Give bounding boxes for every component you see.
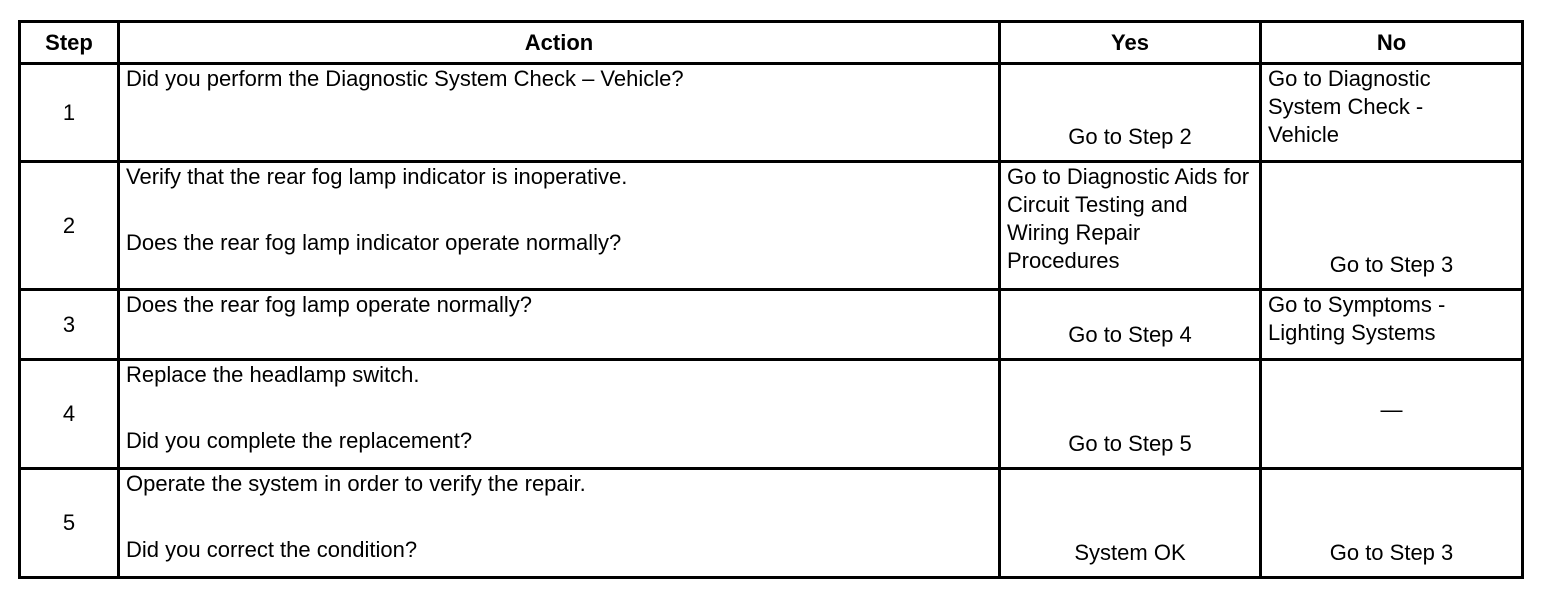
no-cell (1261, 360, 1523, 469)
table-row (20, 162, 1523, 290)
no-cell (1261, 290, 1523, 360)
no-cell (1261, 162, 1523, 290)
action-text: Operate the system in order to verify the repair. (126, 471, 586, 496)
header-row (20, 22, 1523, 64)
table-row (20, 469, 1523, 578)
no-text: — (1380, 396, 1403, 422)
header-action: Action (119, 22, 1000, 64)
action-cell (119, 162, 1000, 290)
table-row (20, 64, 1523, 162)
yes-text: Go to Diagnostic Aids for Circuit Testing and Wiring Repair Procedures (1007, 164, 1250, 273)
step-number: 3 (20, 290, 119, 360)
diagnostic-table (18, 20, 1524, 579)
action-question: Does the rear fog lamp indicator operate normally? (126, 230, 622, 255)
action-cell (119, 290, 1000, 360)
header-no: No (1261, 22, 1523, 64)
yes-cell (1000, 64, 1261, 162)
step-number: 4 (20, 360, 119, 469)
step-number: 1 (20, 64, 119, 162)
step-number: 2 (20, 162, 119, 290)
header-yes: Yes (1000, 22, 1261, 64)
action-text: Verify that the rear fog lamp indicator is inoperative. (126, 164, 628, 189)
action-text: Did you perform the Diagnostic System Check – Vehicle? (126, 66, 684, 91)
no-text: Go to Symptoms - Lighting Systems (1268, 292, 1446, 345)
no-text: Go to Diagnostic System Check - Vehicle (1268, 66, 1431, 147)
action-cell (119, 360, 1000, 469)
action-cell (119, 64, 1000, 162)
yes-cell (1000, 162, 1261, 290)
table-row (20, 360, 1523, 469)
no-text: Go to Step 3 (1329, 540, 1454, 565)
yes-text: System OK (1074, 540, 1186, 565)
yes-text: Go to Step 4 (1068, 322, 1192, 347)
header-step: Step (20, 22, 119, 64)
action-question: Did you complete the replacement? (126, 428, 473, 453)
yes-cell (1000, 360, 1261, 469)
step-number: 5 (20, 469, 119, 578)
no-cell (1261, 64, 1523, 162)
action-question: Did you correct the condition? (126, 537, 418, 562)
no-cell (1261, 469, 1523, 578)
action-text: Does the rear fog lamp operate normally? (126, 292, 532, 317)
yes-cell (1000, 469, 1261, 578)
action-text: Replace the headlamp switch. (126, 362, 420, 387)
yes-cell (1000, 290, 1261, 360)
yes-text: Go to Step 5 (1068, 431, 1192, 456)
yes-text: Go to Step 2 (1068, 124, 1192, 149)
table-row (20, 290, 1523, 360)
action-cell (119, 469, 1000, 578)
no-text: Go to Step 3 (1329, 252, 1454, 277)
